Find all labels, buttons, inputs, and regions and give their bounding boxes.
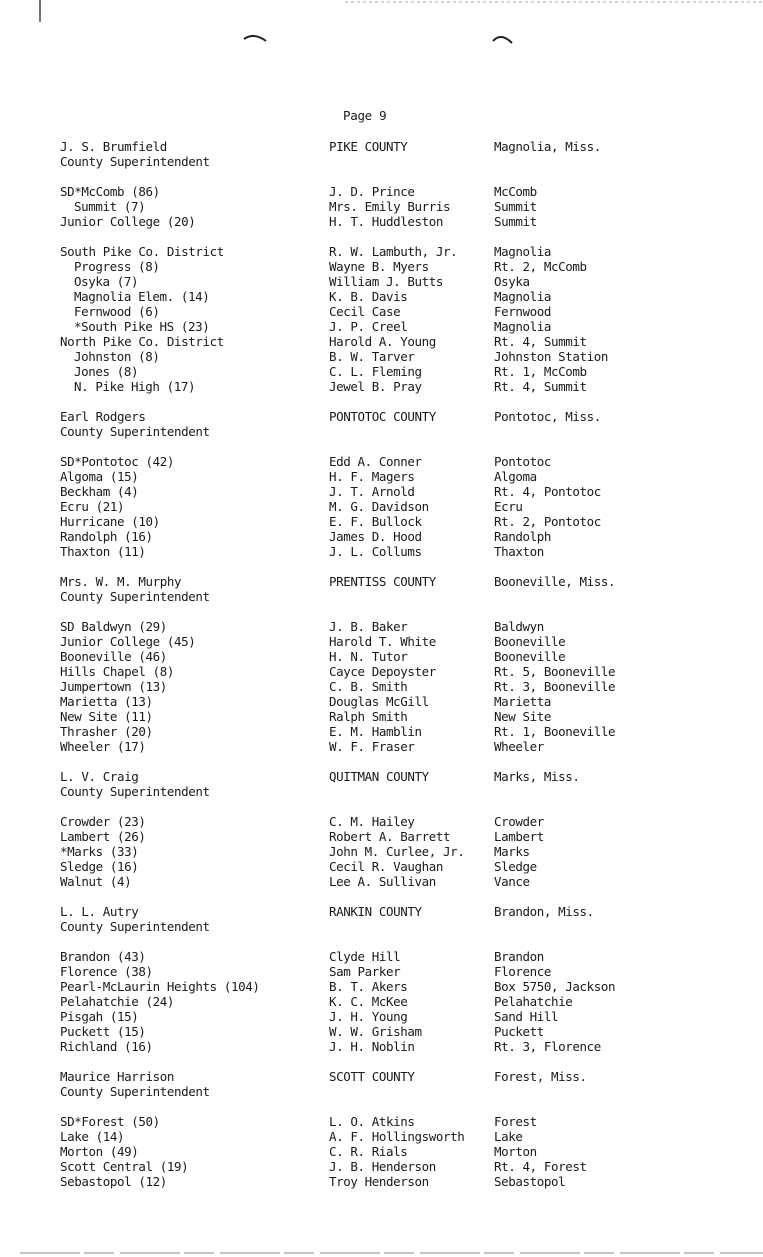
principal-name: J. T. Arnold [329,484,415,499]
school-address: Morton [494,1144,537,1159]
school-address: Fernwood [494,304,552,319]
school-row [60,214,700,229]
principal-name: M. G. Davidson [329,499,429,514]
school-address: Rt. 2, Pontotoc [494,514,601,529]
school-address: Summit [494,214,537,229]
school-row [60,1009,700,1024]
school-name: Pearl-McLaurin Heights (104) [60,979,260,994]
school-name: South Pike Co. District [60,244,224,259]
school-address: Marks [494,844,530,859]
school-name: Osyka (7) [74,274,139,289]
principal-name: Sam Parker [329,964,401,979]
school-name: SD*Pontotoc (42) [60,454,175,469]
school-name: North Pike Co. District [60,334,224,349]
school-group [60,244,700,394]
principal-name: Douglas McGill [329,694,429,709]
principal-name: J. B. Henderson [329,1159,436,1174]
school-address: Magnolia [494,289,552,304]
school-row [60,979,700,994]
county-office: Forest, Miss. [494,1069,587,1084]
school-address: Crowder [494,814,544,829]
school-address: Rt. 4, Pontotoc [494,484,601,499]
principal-name: Lee A. Sullivan [329,874,436,889]
school-name: Lambert (26) [60,829,146,844]
school-row [60,469,700,484]
county-office: Brandon, Miss. [494,904,594,919]
principal-name: H. F. Magers [329,469,415,484]
school-address: Johnston Station [494,349,609,364]
school-name: Pisgah (15) [60,1009,139,1024]
principal-name: Robert A. Barrett [329,829,451,844]
school-row [60,1144,700,1159]
superintendent-name: Mrs. W. M. Murphy [60,574,182,589]
principal-name: Cecil Case [329,304,401,319]
principal-name: J. H. Young [329,1009,408,1024]
school-address: Vance [494,874,530,889]
school-name: Thaxton (11) [60,544,146,559]
school-address: Lake [494,1129,523,1144]
county-section [60,574,700,754]
school-address: Baldwyn [494,619,544,634]
school-address: Florence [494,964,552,979]
school-address: Puckett [494,1024,544,1039]
principal-name: L. O. Atkins [329,1114,415,1129]
school-row [60,259,700,274]
principal-name: H. N. Tutor [329,649,408,664]
school-row [60,859,700,874]
principal-name: J. B. Baker [329,619,408,634]
school-address: Rt. 1, McComb [494,364,587,379]
school-name: Algoma (15) [60,469,139,484]
school-name: Hills Chapel (8) [60,664,175,679]
school-row [60,1174,700,1189]
school-row [60,454,700,469]
principal-name: Clyde Hill [329,949,401,964]
county-directory [60,139,700,1204]
school-row [60,814,700,829]
principal-name: C. R. Rials [329,1144,408,1159]
school-row [60,679,700,694]
school-name: Thrasher (20) [60,724,153,739]
county-header [60,904,700,934]
school-name: Jones (8) [74,364,139,379]
school-name: Johnston (8) [74,349,160,364]
school-name: Ecru (21) [60,499,125,514]
principal-name: E. F. Bullock [329,514,422,529]
school-name: SD Baldwyn (29) [60,619,167,634]
principal-name: B. T. Akers [329,979,408,994]
school-name: Sledge (16) [60,859,139,874]
principal-name: B. W. Tarver [329,349,415,364]
principal-name: J. P. Creel [329,319,408,334]
principal-name: K. C. McKee [329,994,408,1009]
school-name: Summit (7) [74,199,146,214]
school-address: Magnolia [494,319,552,334]
school-row [60,184,700,199]
principal-name: James D. Hood [329,529,422,544]
school-row [60,319,700,334]
principal-name: C. M. Hailey [329,814,415,829]
school-row [60,349,700,364]
school-row [60,694,700,709]
school-row [60,379,700,394]
school-row [60,274,700,289]
school-row [60,364,700,379]
school-name: SD*Forest (50) [60,1114,160,1129]
school-name: Richland (16) [60,1039,153,1054]
principal-name: J. L. Collums [329,544,422,559]
school-name: Brandon (43) [60,949,146,964]
county-section [60,1069,700,1189]
page-number: Page 9 [343,108,387,123]
school-address: Wheeler [494,739,544,754]
school-row [60,964,700,979]
school-row [60,844,700,859]
school-address: Osyka [494,274,530,289]
school-name: Scott Central (19) [60,1159,189,1174]
principal-name: Edd A. Conner [329,454,422,469]
principal-name: W. W. Grisham [329,1024,422,1039]
school-name: Florence (38) [60,964,153,979]
county-office: Booneville, Miss. [494,574,616,589]
county-name: RANKIN COUNTY [329,904,422,919]
principal-name: Cayce Depoyster [329,664,436,679]
principal-name: W. F. Fraser [329,739,415,754]
school-row [60,199,700,214]
school-name: Magnolia Elem. (14) [74,289,210,304]
principal-name: Harold T. White [329,634,436,649]
principal-name: K. B. Davis [329,289,408,304]
school-name: Morton (49) [60,1144,139,1159]
school-address: Sledge [494,859,537,874]
principal-name: R. W. Lambuth, Jr. [329,244,458,259]
county-section [60,904,700,1054]
school-address: Algoma [494,469,537,484]
superintendent-name: L. L. Autry [60,904,139,919]
school-name: Lake (14) [60,1129,125,1144]
binder-hole-mark-right [493,37,512,43]
school-address: Rt. 3, Florence [494,1039,601,1054]
school-row [60,544,700,559]
school-row [60,994,700,1009]
school-group [60,949,700,1054]
school-row [60,514,700,529]
school-address: Sand Hill [494,1009,559,1024]
superintendent-title: County Superintendent [60,919,210,934]
principal-name: Jewel B. Pray [329,379,422,394]
school-address: Pelahatchie [494,994,573,1009]
school-name: SD*McComb (86) [60,184,160,199]
superintendent-title: County Superintendent [60,1084,210,1099]
school-row [60,724,700,739]
school-name: Marietta (13) [60,694,153,709]
school-group [60,454,700,559]
county-name: PRENTISS COUNTY [329,574,436,589]
school-address: Box 5750, Jackson [494,979,616,994]
county-name: SCOTT COUNTY [329,1069,415,1084]
principal-name: Wayne B. Myers [329,259,429,274]
school-row [60,619,700,634]
school-name: Puckett (15) [60,1024,146,1039]
county-header [60,1069,700,1099]
school-address: Lambert [494,829,544,844]
school-row [60,709,700,724]
school-name: Booneville (46) [60,649,167,664]
school-row [60,304,700,319]
superintendent-title: County Superintendent [60,784,210,799]
school-address: Rt. 3, Booneville [494,679,616,694]
county-header [60,409,700,439]
school-address: Booneville [494,649,566,664]
school-name: Hurricane (10) [60,514,160,529]
school-row [60,529,700,544]
school-name: *Marks (33) [60,844,139,859]
county-header [60,574,700,604]
principal-name: Mrs. Emily Burris [329,199,451,214]
school-name: *South Pike HS (23) [74,319,210,334]
school-address: Rt. 1, Booneville [494,724,616,739]
school-row [60,649,700,664]
school-address: McComb [494,184,537,199]
school-row [60,289,700,304]
school-address: Thaxton [494,544,544,559]
school-name: Beckham (4) [60,484,139,499]
binder-hole-mark-left [244,36,266,41]
school-address: Rt. 4, Summit [494,334,587,349]
school-row [60,1114,700,1129]
school-row [60,334,700,349]
principal-name: William J. Butts [329,274,444,289]
school-address: Sebastopol [494,1174,566,1189]
school-address: Rt. 4, Forest [494,1159,587,1174]
school-row [60,664,700,679]
school-row [60,1039,700,1054]
school-name: Jumpertown (13) [60,679,167,694]
superintendent-name: Earl Rodgers [60,409,146,424]
county-header [60,769,700,799]
school-address: Pontotoc [494,454,552,469]
principal-name: Ralph Smith [329,709,408,724]
superintendent-title: County Superintendent [60,424,210,439]
school-name: Sebastopol (12) [60,1174,167,1189]
county-name: QUITMAN COUNTY [329,769,429,784]
school-row [60,1129,700,1144]
county-header [60,139,700,169]
principal-name: J. D. Prince [329,184,415,199]
school-row [60,484,700,499]
principal-name: C. B. Smith [329,679,408,694]
principal-name: Cecil R. Vaughan [329,859,444,874]
school-address: Marietta [494,694,552,709]
school-name: Progress (8) [74,259,160,274]
school-row [60,499,700,514]
principal-name: C. L. Fleming [329,364,422,379]
school-group [60,814,700,889]
county-office: Marks, Miss. [494,769,580,784]
school-row [60,874,700,889]
superintendent-title: County Superintendent [60,154,210,169]
school-address: Rt. 2, McComb [494,259,587,274]
school-row [60,829,700,844]
school-name: Junior College (45) [60,634,196,649]
principal-name: Harold A. Young [329,334,436,349]
school-group [60,1114,700,1189]
school-name: Junior College (20) [60,214,196,229]
superintendent-name: L. V. Craig [60,769,139,784]
school-name: Crowder (23) [60,814,146,829]
school-name: New Site (11) [60,709,153,724]
school-address: Ecru [494,499,523,514]
school-row [60,1159,700,1174]
school-name: Pelahatchie (24) [60,994,175,1009]
county-office: Pontotoc, Miss. [494,409,601,424]
county-section [60,409,700,559]
school-name: Wheeler (17) [60,739,146,754]
principal-name: E. M. Hamblin [329,724,422,739]
superintendent-title: County Superintendent [60,589,210,604]
superintendent-name: Maurice Harrison [60,1069,175,1084]
principal-name: A. F. Hollingsworth [329,1129,465,1144]
school-row [60,244,700,259]
principal-name: John M. Curlee, Jr. [329,844,465,859]
school-group [60,619,700,754]
school-row [60,739,700,754]
school-address: New Site [494,709,552,724]
principal-name: Troy Henderson [329,1174,429,1189]
county-name: PONTOTOC COUNTY [329,409,436,424]
school-address: Forest [494,1114,537,1129]
county-section [60,769,700,889]
school-address: Randolph [494,529,552,544]
school-address: Brandon [494,949,544,964]
county-section [60,139,700,394]
school-row [60,634,700,649]
superintendent-name: J. S. Brumfield [60,139,167,154]
principal-name: J. H. Noblin [329,1039,415,1054]
school-address: Rt. 4, Summit [494,379,587,394]
school-name: N. Pike High (17) [74,379,196,394]
principal-name: H. T. Huddleston [329,214,444,229]
school-group [60,184,700,229]
county-office: Magnolia, Miss. [494,139,601,154]
school-address: Rt. 5, Booneville [494,664,616,679]
county-name: PIKE COUNTY [329,139,408,154]
school-address: Booneville [494,634,566,649]
school-name: Fernwood (6) [74,304,160,319]
school-name: Randolph (16) [60,529,153,544]
school-row [60,1024,700,1039]
school-address: Summit [494,199,537,214]
school-name: Walnut (4) [60,874,132,889]
school-row [60,949,700,964]
school-address: Magnolia [494,244,552,259]
